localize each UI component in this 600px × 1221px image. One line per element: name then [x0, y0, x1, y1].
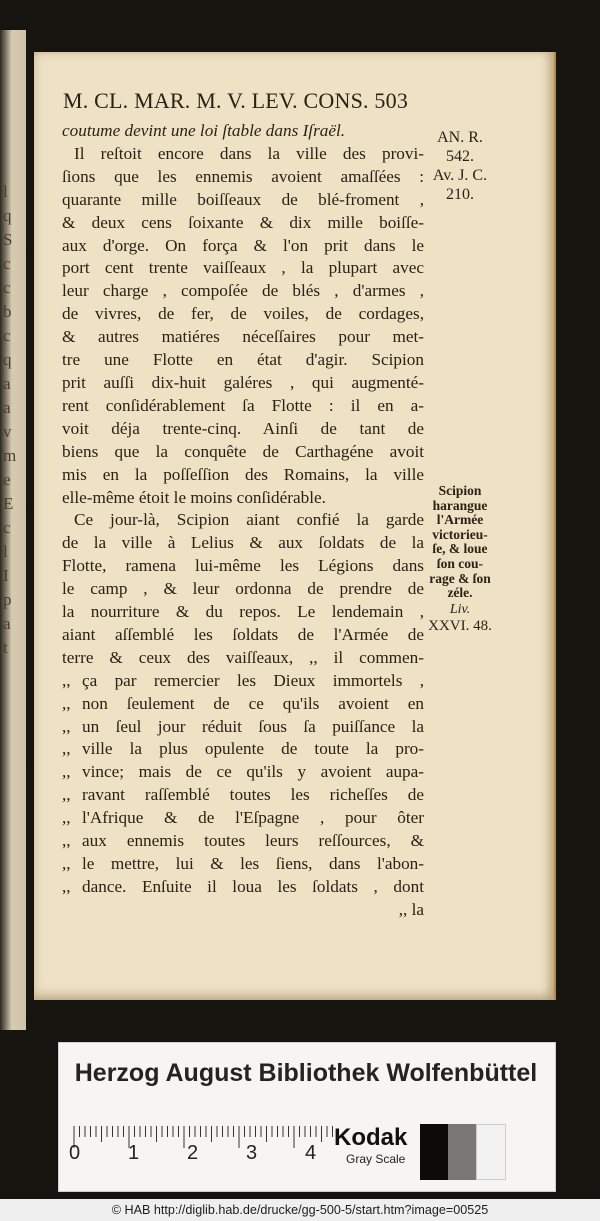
- margin-note-line: 210.: [446, 186, 474, 203]
- text-line: ,, un ſeul jour réduit ſous ſa puiſſance la: [62, 716, 424, 739]
- text-line: ,, ça par remercier les Dieux immortels ,: [62, 670, 424, 693]
- margin-reference-book: XXVI. 48.: [428, 618, 492, 634]
- ruler-number: 0: [69, 1142, 81, 1164]
- facing-letter: e: [3, 470, 11, 489]
- facing-letter: v: [3, 422, 12, 441]
- margin-note-line: 542.: [446, 148, 474, 165]
- text-line: port cent trente vaiſſeaux , la plupart avec: [62, 258, 424, 278]
- facing-letter: c: [3, 326, 11, 345]
- text-line: rent conſidérablement ſa Flotte : il en a-: [62, 395, 424, 415]
- body-text: [62, 120, 424, 922]
- text-line: Ce jour-là, Scipion aiant confié la garde: [74, 510, 424, 530]
- facing-letter: l: [3, 542, 8, 561]
- facing-letter: a: [3, 398, 11, 417]
- facing-letter: b: [3, 302, 12, 321]
- text-line: Flotte, ramena lui-même les Légions dans: [62, 556, 424, 576]
- margin-date-note: [420, 128, 500, 204]
- facing-page-edge: [0, 30, 26, 1030]
- margin-note-line: harangue: [432, 497, 488, 513]
- ruler-number: 2: [187, 1142, 199, 1164]
- margin-note-line: victorieu-: [432, 526, 488, 542]
- facing-letter: m: [3, 446, 17, 465]
- text-line: ,, l'Afrique & de l'Eſpagne , pour ôter: [62, 807, 424, 830]
- facing-letter: c: [3, 254, 11, 273]
- scale-ruler: [66, 1126, 336, 1168]
- text-line: leur charge , compoſée de blés , d'armes ,: [62, 281, 424, 301]
- text-line: elle-même étoit le moins conſidérable.: [62, 487, 326, 507]
- text-line: quarante mille boiſſeaux de blé-froment ,: [62, 189, 424, 209]
- facing-letter: p: [3, 590, 12, 609]
- text-line: & autres matiéres néceſſaires pour met-: [62, 327, 424, 347]
- text-line: la nourriture & du repos. Le lendemain ,: [62, 602, 424, 622]
- text-line: ,, aux ennemis toutes leurs reſſources, &: [62, 830, 424, 853]
- margin-note-line: AN. R.: [437, 129, 483, 146]
- text-line: mis en la poſſeſſion des Romains, la ville: [62, 464, 424, 484]
- text-line: de vivres, de fer, de voiles, de cordages,: [62, 304, 424, 324]
- facing-letter: q: [3, 350, 12, 369]
- margin-note-line: ſon cou-: [436, 555, 484, 571]
- library-name: Herzog August Bibliothek Wolfenbüttel: [74, 1059, 538, 1087]
- copyright-footer: © HAB http://diglib.hab.de/drucke/gg-500-5/start.htm?image=00525: [0, 1199, 600, 1221]
- text-line: ,, non ſeulement de ce qu'ils avoient en: [62, 693, 424, 716]
- grayscale-label: Gray Scale: [346, 1152, 406, 1166]
- margin-note-line: Av. J. C.: [432, 167, 488, 184]
- text-line: & deux cens ſoixante & dix mille boiſſe-: [62, 212, 424, 232]
- margin-reference-author: Liv.: [449, 602, 471, 617]
- text-line: le camp , & leur ordonna de prendre de: [62, 579, 424, 599]
- facing-letter: E: [3, 494, 14, 513]
- text-line: ,, le mettre, lui & les ſiens, dans l'abon-: [62, 853, 424, 876]
- facing-letter: t: [3, 638, 8, 657]
- facing-letter: S: [3, 230, 13, 249]
- gray-swatch-black: [420, 1124, 448, 1180]
- margin-note-line: l'Armée: [436, 512, 484, 528]
- facing-letter: q: [3, 206, 12, 225]
- ruler-number: 1: [128, 1142, 140, 1164]
- text-line: coutume devint une loi ſtable dans Iſraël.: [62, 121, 346, 140]
- facing-letter: c: [3, 278, 11, 297]
- facing-page-letters: [3, 180, 23, 660]
- text-line: Il reſtoit encore dans la ville des provi-: [74, 143, 424, 163]
- text-line: ,, vince; mais de ce qu'ils y avoient aupa-: [62, 761, 424, 784]
- margin-note-line: ſe, & loue: [432, 541, 488, 557]
- facing-letter: I: [3, 566, 9, 585]
- text-line: ſions que les ennemis avoient amaſſées :: [62, 166, 424, 186]
- text-line: prit auſſi dix-huit galéres , qui augmenté-: [62, 372, 424, 392]
- text-line: ,, ravant raſſemblé toutes les richeſſes de: [62, 784, 424, 807]
- gray-swatch-mid: [448, 1124, 476, 1180]
- text-line: aux d'orge. On força & l'on prit dans le: [62, 235, 424, 255]
- running-header: M. CL. MAR. M. V. LEV. CONS. 503: [63, 88, 409, 113]
- text-line: aiant aſſemblé les ſoldats de l'Armée de: [62, 624, 424, 644]
- facing-letter: c: [3, 518, 11, 537]
- margin-note-line: Scipion: [438, 483, 482, 498]
- facing-letter: l: [3, 182, 8, 201]
- text-line: ,, dance. Enſuite il loua les ſoldats , dont: [62, 876, 424, 899]
- facing-letter: a: [3, 614, 11, 633]
- text-line: tre une Flotte en état d'agir. Scipion: [62, 350, 424, 370]
- text-line: ,, la: [398, 899, 424, 919]
- text-line: biens que la conquête de Carthagéne avoit: [62, 441, 424, 461]
- gray-swatch-white: [476, 1124, 506, 1180]
- text-line: ,, ville la plus opulente de toute la pro-: [62, 738, 424, 761]
- ruler-number: 3: [246, 1142, 258, 1164]
- facing-letter: a: [3, 374, 11, 393]
- text-line: voit déja trente-cinq. Ainſi de tant de: [62, 418, 424, 438]
- margin-summary-note: [420, 484, 500, 601]
- text-line: de la ville à Lelius & aux ſoldats de la: [62, 533, 424, 553]
- kodak-logo-text: Kodak: [334, 1124, 408, 1151]
- ruler-number: 4: [305, 1142, 317, 1164]
- text-line: terre & ceux des vaiſſeaux, ,, il commen-: [62, 647, 424, 667]
- margin-note-line: rage & ſon: [429, 570, 491, 586]
- margin-note-line: zéle.: [447, 585, 473, 601]
